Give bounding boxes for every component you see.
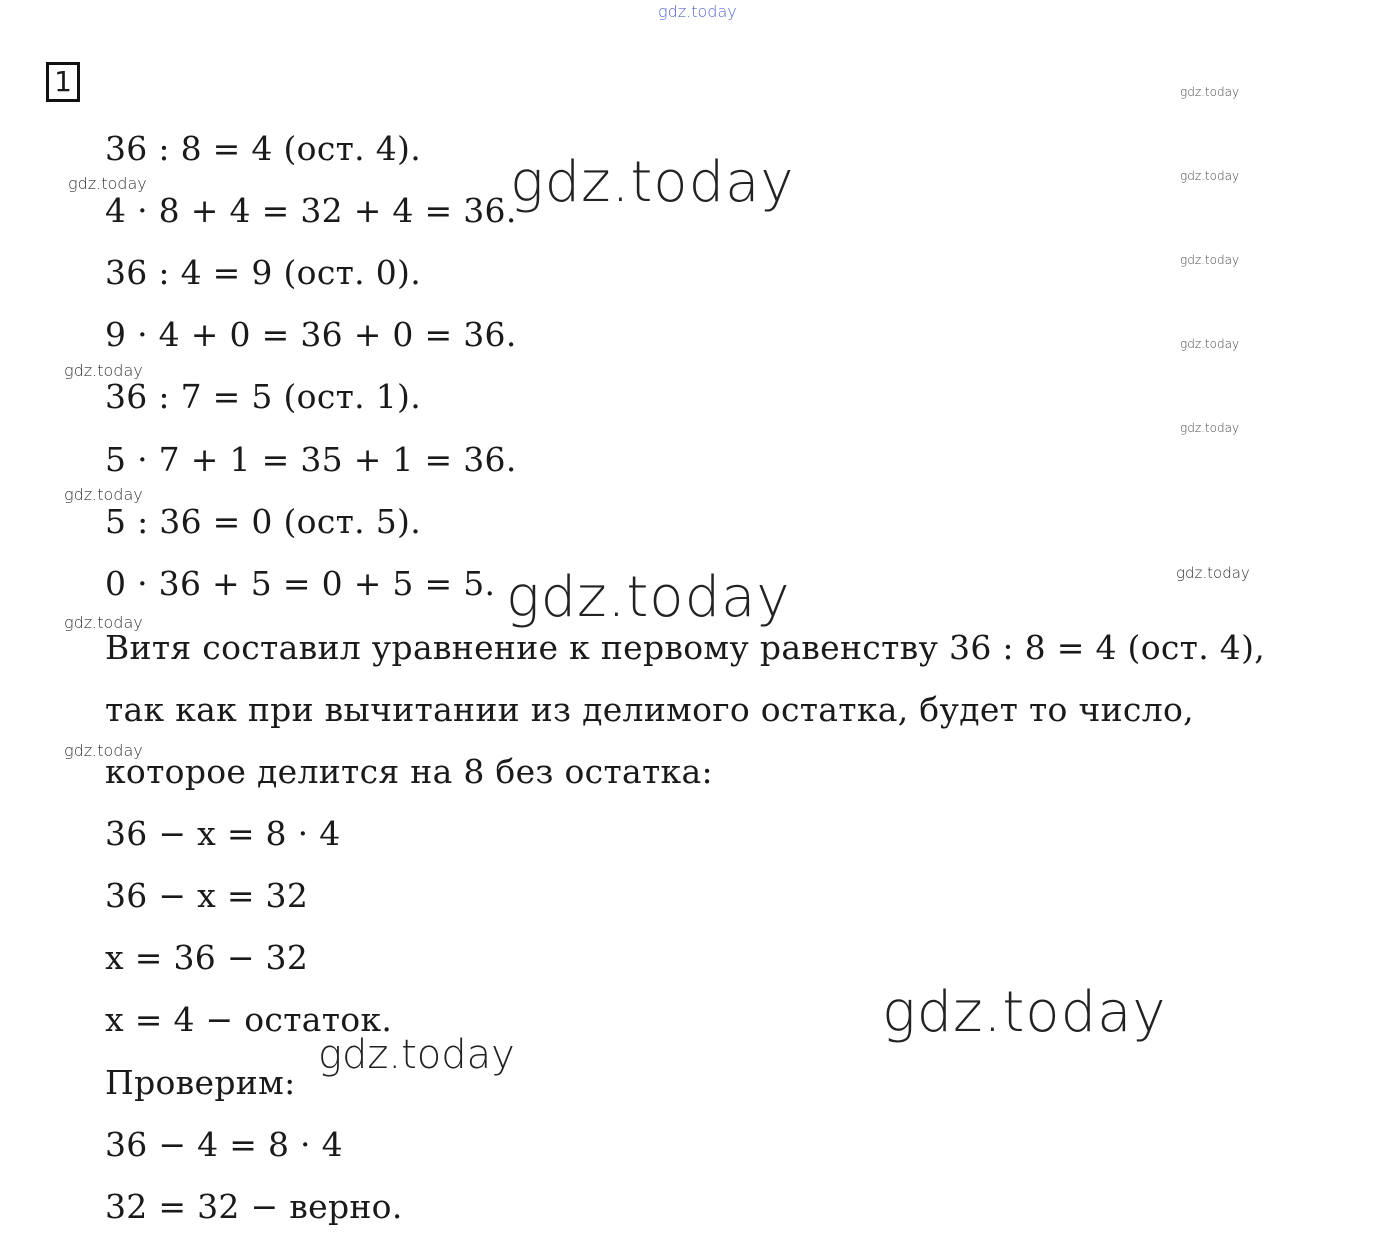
watermark-large: gdz.today xyxy=(510,150,795,215)
watermark-right: gdz.today xyxy=(1180,421,1240,435)
equation-line: x = 36 − 32 xyxy=(105,938,309,977)
explanation-line: Витя составил уравнение к первому равенству 36 : 8 = 4 (ост. 4), xyxy=(105,628,1266,667)
watermark-right: gdz.today xyxy=(1180,253,1240,267)
watermark-medium: gdz.today xyxy=(318,1032,515,1078)
equation-line: x = 4 − остаток. xyxy=(105,1000,393,1039)
solution-line: 36 : 8 = 4 (ост. 4). xyxy=(105,129,422,168)
solution-line: 5 · 7 + 1 = 35 + 1 = 36. xyxy=(105,440,517,479)
check-heading: Проверим: xyxy=(105,1063,296,1102)
explanation-line: так как при вычитании из делимого остатка, будет то число, xyxy=(105,690,1194,729)
watermark-right: gdz.today xyxy=(1176,564,1250,582)
watermark-left: gdz.today xyxy=(68,174,147,193)
task-number: 1 xyxy=(46,62,80,102)
watermark-large: gdz.today xyxy=(882,980,1167,1045)
solution-line: 5 : 36 = 0 (ост. 5). xyxy=(105,502,422,541)
equation-line: 36 − x = 8 · 4 xyxy=(105,814,341,853)
watermark-right: gdz.today xyxy=(1180,169,1240,183)
watermark-left: gdz.today xyxy=(64,741,143,760)
watermark-left: gdz.today xyxy=(64,485,143,504)
check-line: 32 = 32 − верно. xyxy=(105,1187,403,1226)
watermark-right: gdz.today xyxy=(1180,85,1240,99)
explanation-line: которое делится на 8 без остатка: xyxy=(105,752,713,791)
watermark-large: gdz.today xyxy=(506,565,791,630)
watermark-top: gdz.today xyxy=(658,2,737,21)
solution-line: 36 : 4 = 9 (ост. 0). xyxy=(105,253,422,292)
solution-line: 9 · 4 + 0 = 36 + 0 = 36. xyxy=(105,315,517,354)
watermark-right: gdz.today xyxy=(1180,337,1240,351)
check-line: 36 − 4 = 8 · 4 xyxy=(105,1125,343,1164)
solution-line: 36 : 7 = 5 (ост. 1). xyxy=(105,377,422,416)
watermark-left: gdz.today xyxy=(64,361,143,380)
equation-line: 36 − x = 32 xyxy=(105,876,309,915)
solution-line: 4 · 8 + 4 = 32 + 4 = 36. xyxy=(105,191,517,230)
solution-line: 0 · 36 + 5 = 0 + 5 = 5. xyxy=(105,564,496,603)
watermark-left: gdz.today xyxy=(64,613,143,632)
